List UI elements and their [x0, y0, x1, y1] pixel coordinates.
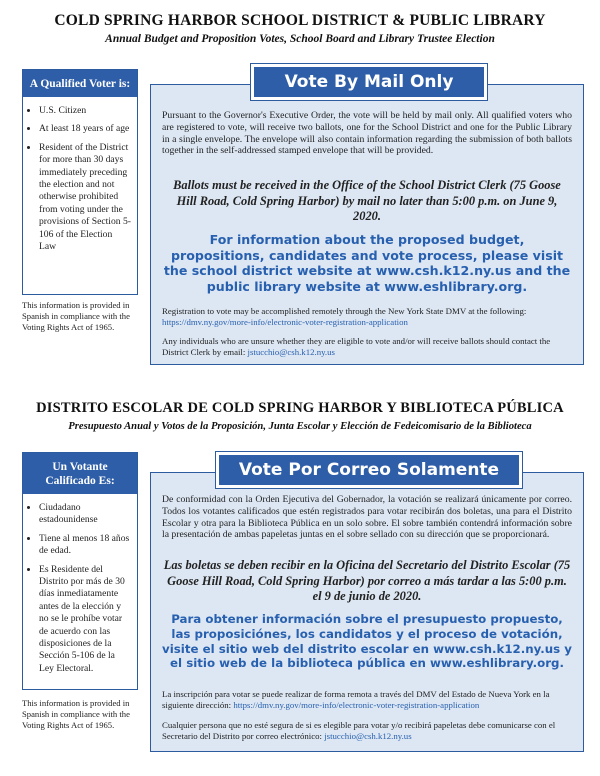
spanish-subtitle: Presupuesto Anual y Votos de la Proposición, Junta Escolar y Elección de Fedeicomisario de la Biblioteca	[68, 421, 532, 432]
spanish-qualified-voter-box	[22, 452, 138, 690]
spanish-info-link-paragraph: Para obtener información sobre el presupuesto propuesto, las proposiciónes, los candidatos y el proceso de votación, visite el sitio web del distrito escolar en www.csh.k12.ny.us y el sitio web de la biblioteca pública en www.eshlibrary.org.	[162, 612, 572, 671]
english-intro-paragraph: Pursuant to the Governor's Executive Order, the vote will be held by mail only. All qualified voters who are registered to vote, will receive two ballots, one for the School District and one for the Public Library in a single envelope. The envelope will also contain information regarding the submission of both ballots together in the self-addressed stamped envelope that will be provided.	[162, 110, 572, 157]
list-item: • Es Residente del Distrito por más de 30 días inmediatamente antes de la elección y no se le prohíbe votar de acuerdo con las disposiciones de la Sección 5-106 de la Ley Electoral.	[39, 564, 131, 676]
english-info-link-paragraph: For information about the proposed budget, propositions, candidates and vote process, please visit the school district website at www.csh.k12.ny.us and the public library website at www.eshlibrary.org.	[163, 232, 571, 294]
spanish-qualified-voter-list	[23, 494, 137, 687]
english-subtitle: Annual Budget and Proposition Votes, School Board and Library Trustee Election	[105, 33, 495, 45]
english-qualified-voter-list	[23, 97, 137, 265]
english-title: COLD SPRING HARBOR SCHOOL DISTRICT & PUBLIC LIBRARY	[54, 12, 546, 29]
contact-text: Any individuals who are unsure whether they are eligible to vote and/or will receive ballots should contact the District Clerk by email:	[162, 336, 551, 358]
english-contact-note	[162, 336, 572, 358]
clerk-email-link[interactable]: jstucchio@csh.k12.ny.us	[324, 731, 412, 742]
spanish-intro-paragraph: De conformidad con la Orden Ejecutiva del Gobernador, la votación se realizará únicamente por correo. Todos los votantes calificados que estén registrados para votar recibirán dos boletas, una para el Distrito Escolar y otra para la Biblioteca Pública en un solo sobre. El sobre también contendrá información sobre la presentación de ambas papeletas juntas en el sobre sellado con su dirección que se proporcionará.	[162, 494, 572, 541]
english-spanish-compliance-note: This information is provided in Spanish in compliance with the Voting Rights Act of 1965.	[22, 300, 130, 332]
dmv-registration-link[interactable]: https://dmv.ny.gov/more-info/electronic-voter-registration-application	[162, 317, 408, 328]
list-item: • Ciudadano estadounidense	[39, 502, 131, 527]
contact-text: Cualquier persona que no esté segura de si es elegible para votar y/o recibirá papeletas debe comunicarse con el Secretario del Distrito por correo electrónico:	[162, 720, 556, 742]
clerk-email-link[interactable]: jstucchio@csh.k12.ny.us	[247, 347, 335, 358]
spanish-qualified-voter-heading: Un Votante Calificado Es:	[23, 453, 137, 494]
spanish-title: DISTRITO ESCOLAR DE COLD SPRING HARBOR Y BIBLIOTECA PÚBLICA	[36, 400, 564, 416]
spanish-contact-note	[162, 720, 572, 742]
english-qualified-voter-heading: A Qualified Voter is:	[23, 70, 137, 97]
list-item: • U.S. Citizen	[39, 105, 131, 117]
registration-text: Registration to vote may be accomplished remotely through the New York State DMV at the following:	[162, 306, 527, 316]
list-item: • Resident of the District for more than 30 days immediately preceding the election and not otherwise prohibited from voting under the provisions of Section 5-106 of the Election Law	[39, 142, 131, 254]
spanish-deadline: Las boletas se deben recibir en la Oficina del Secretario del Distrito Escolar (75 Goose Hill Road, Cold Spring Harbor) por correo a más tardar a las 5:00 p.m. el 9 de junio de 2020.	[163, 558, 571, 603]
english-qualified-voter-box	[22, 69, 138, 295]
list-item: • At least 18 years of age	[39, 123, 131, 135]
english-registration-note	[162, 306, 572, 328]
english-banner: Vote By Mail Only	[251, 64, 487, 100]
registration-text: La inscripción para votar se puede realizar de forma remota a través del DMV del Estado de Nueva York en la siguiente dirección:	[162, 689, 550, 711]
english-deadline: Ballots must be received in the Office of the School District Clerk (75 Goose Hill Road, Cold Spring Harbor) by mail no later than 5:00 p.m. on June 9, 2020.	[173, 178, 561, 223]
list-item: • Tiene al menos 18 años de edad.	[39, 533, 131, 558]
spanish-compliance-note: This information is provided in Spanish in compliance with the Voting Rights Act of 1965.	[22, 698, 130, 730]
dmv-registration-link[interactable]: https://dmv.ny.gov/more-info/electronic-voter-registration-application	[233, 700, 480, 711]
spanish-registration-note	[162, 689, 572, 711]
spanish-banner: Vote Por Correo Solamente	[216, 452, 522, 488]
